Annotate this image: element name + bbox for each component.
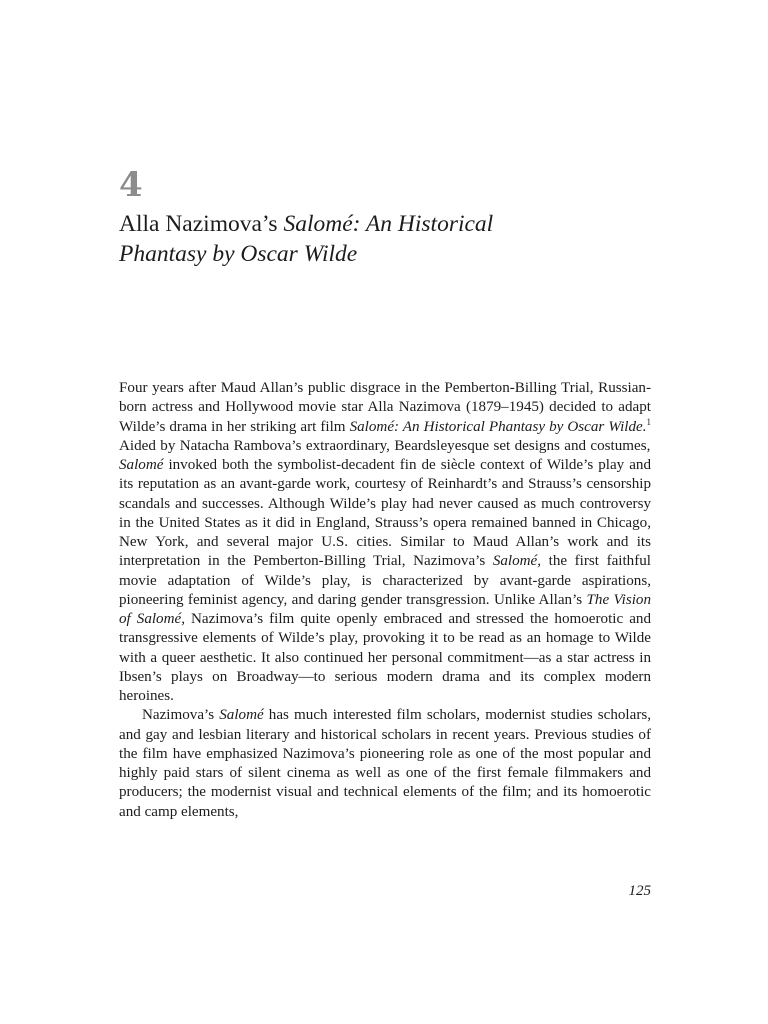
- page-number: 125: [628, 883, 651, 899]
- p1-italic-vision: The Vision of Salomé,: [119, 591, 651, 627]
- p1-text-1: Four years after Maud Allan’s public disgrace in the Pemberton-Billing Trial, Russian-born actress and Hollywood movie star Alla Nazimova (1879–1945) decided to adapt Wilde’s drama in her striking art film: [119, 380, 651, 435]
- p1-italic-salome-2: Salomé,: [492, 553, 542, 570]
- body-text: [119, 379, 651, 822]
- p1-italic-salome-1: Salomé: [119, 457, 164, 473]
- chapter-title-prefix: Alla Nazimova’s: [119, 211, 284, 237]
- p1-italic-film-title: Salomé: An Historical Phantasy by Oscar Wilde.: [349, 418, 647, 435]
- p2-italic-salome: Salomé: [219, 707, 264, 724]
- p2-text-1: Nazimova’s: [142, 707, 220, 724]
- p1-text-5: Nazimova’s film quite openly embraced and stressed the homoerotic and transgressive elements of Wilde’s play, provoking it to be read as an homage to Wilde with a queer aesthetic. It also continued her personal commitment—as a star actress in Ibsen’s plays on Broadway—to serious modern drama and its complex modern heroines.: [119, 611, 651, 704]
- chapter-number: 4: [119, 165, 143, 205]
- p2-text-2: has much interested film scholars, modernist studies scholars, and gay and lesbian literary and historical scholars in recent years. Previous studies of the film have emphasized Nazimova’s pioneering role as one of the most popular and highly paid stars of silent cinema as well as one of the first female filmmakers and producers; the modernist visual and technical elements of the film; and its homoerotic and camp elements,: [119, 707, 651, 820]
- footnote-marker[interactable]: 1: [646, 416, 651, 427]
- chapter-title: [119, 209, 679, 269]
- p1-text-2: Aided by Natacha Rambova’s extraordinary, Beardsleyesque set designs and costumes,: [119, 437, 651, 454]
- p1-text-3: invoked both the symbolist-decadent fin de siècle context of Wilde’s play and its reputation as an avant-garde work, courtesy of Reinhardt’s and Strauss’s censorship scandals and successes. Although Wilde’s play had never caused as much controversy in the United States as it did in England, Strauss’s opera remained banned in Chicago, New York, and several major U.S. cities. Similar to Maud Allan’s work and its interpretation in the Pemberton-Billing Trial, Nazimova’s: [119, 457, 651, 570]
- paragraph-1: [119, 379, 651, 706]
- paragraph-2: [119, 706, 651, 822]
- chapter-title-italic-2: Phantasy by Oscar Wilde: [119, 241, 358, 267]
- chapter-title-italic-1: Salomé: An Historical: [283, 211, 494, 237]
- p1-text-4: the first faithful movie adaptation of Wilde’s play, is characterized by avant-garde aspirations, pioneering feminist agency, and daring gender transgression. Unlike Allan’s: [119, 553, 651, 608]
